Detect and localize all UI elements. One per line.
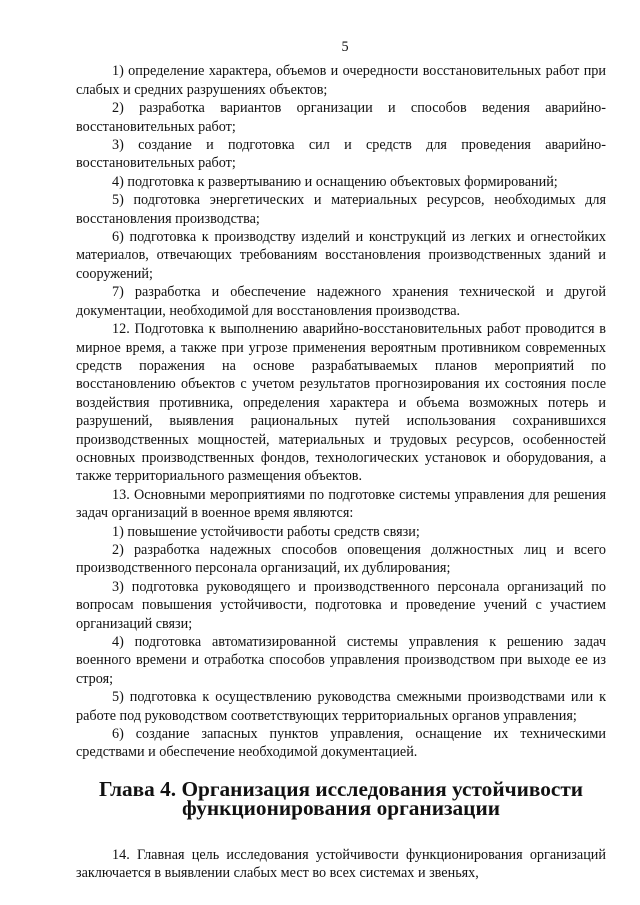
list-item: 6) создание запасных пунктов управления, оснащение их техническими средствами и обеспечение необходимой документацией. [76,726,606,761]
list-item: 5) подготовка энергетических и материальных ресурсов, необходимых для восстановления производства; [76,192,606,227]
list-item: 3) создание и подготовка сил и средств для проведения аварийно-восстановительных работ; [76,137,606,172]
list-item: 1) повышение устойчивости работы средств связи; [112,523,420,540]
list-item: 4) подготовка к развертыванию и оснащению объектовых формирований; [112,173,558,190]
list-item: 1) определение характера, объемов и очередности восстановительных работ при слабых и средних разрушениях объектов; [76,63,606,98]
list-item: 4) подготовка автоматизированной системы управления к решению задач военного времени и отработка способов управления производством при выходе ее из строя; [76,634,606,687]
list-item: 3) подготовка руководящего и производственного персонала организаций по вопросам повышения устойчивости, подготовка и проведение учений с участием организаций связи; [76,578,606,632]
paragraph-14: 14. Главная цель исследования устойчивости функционирования организаций заключается в выявлении слабых мест во всех системах и звеньях, [76,846,606,882]
paragraph-12: 12. Подготовка к выполнению аварийно-восстановительных работ проводится в мирное время, а также при угрозе применения вероятным противником современных средств поражения на основе разрабатываемых планов мероприятий по восстановлению объектов с учетом результатов прогнозирования их состояния после воздействия противника, определения характера и объема возможных потерь и разрушений, выявления рациональных путей использования сохранившихся производственных мощностей, материальных и трудовых ресурсов, особенностей основных производственных фондов, технологических установок и оборудования, а также территориального размещения объектов. [76,321,606,485]
page-number: 5 [341,39,349,55]
chapter-heading: Глава 4. Организация исследования устойчивости функционирования организации [98,776,584,820]
list-item: 2) разработка вариантов организации и способов ведения аварийно-восстановительных работ; [76,100,606,135]
list-item: 7) разработка и обеспечение надежного хранения технической и другой документации, необходимой для восстановления производства. [76,284,606,319]
list-item: 2) разработка надежных способов оповещения должностных лиц и всего производственного персонала организаций, их дублирования; [76,541,606,577]
paragraph-13: 13. Основными мероприятиями по подготовке системы управления для решения задач организаций в военное время являются: [76,486,606,522]
list-item: 6) подготовка к производству изделий и конструкций из легких и огнестойких материалов, отвечающих требованиям восстановления производственных зданий и сооружений; [76,229,606,282]
list-item: 5) подготовка к осуществлению руководства смежными производствами или к работе под руководством соответствующих территориальных органов управления; [76,689,606,724]
